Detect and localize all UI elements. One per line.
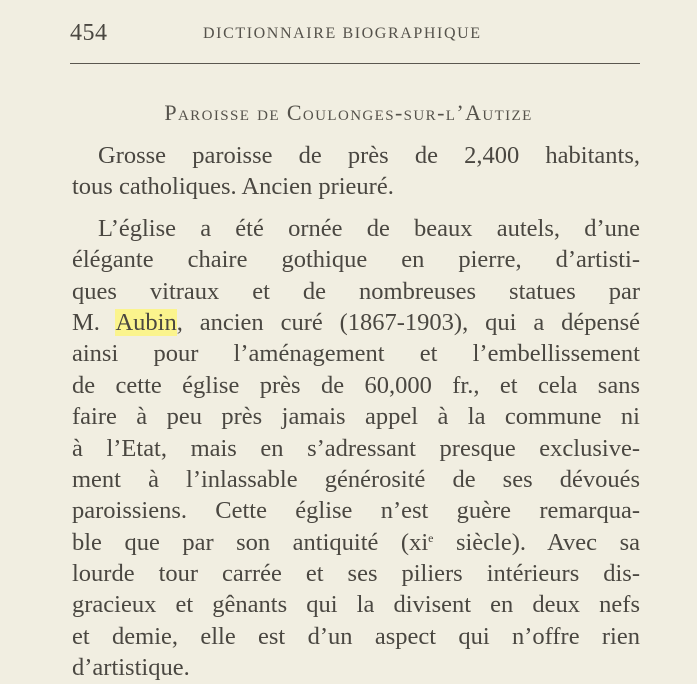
section-title: Paroisse de Coulonges-sur-l’Autize xyxy=(164,100,533,125)
text-line: gracieux et gênants qui la divisent en deux nefs xyxy=(72,591,640,619)
paragraph-1 xyxy=(72,140,640,203)
paragraph-2 xyxy=(72,213,640,684)
text-line: faire à peu près jamais appel à la commune ni xyxy=(72,403,640,431)
line-segment: , ancien curé (1867-1903), qui a dépensé xyxy=(176,308,640,336)
line-segment: siècle). Avec sa xyxy=(433,528,640,556)
page-number: 454 xyxy=(70,20,108,46)
text-line: de cette église près de 60,000 fr., et cela sans xyxy=(72,371,640,399)
text-line: et demie, elle est d’un aspect qui n’offre rien xyxy=(72,622,640,650)
text-line: paroissiens. Cette église n’est guère remarqua- xyxy=(72,497,640,525)
text-line: Grosse paroisse de près de 2,400 habitants, xyxy=(98,142,640,169)
line-segment: M. xyxy=(72,308,100,336)
text-line: élégante chaire gothique en pierre, d’artisti- xyxy=(72,246,640,274)
line-segment: ble que par son antiquité (xi xyxy=(72,528,429,556)
page-header xyxy=(70,20,640,50)
text-line: ainsi pour l’aménagement et l’embellissement xyxy=(72,340,640,368)
text-line: à l’Etat, mais en s’adressant presque exclusive- xyxy=(72,434,640,462)
header-rule xyxy=(70,63,640,64)
text-line: ques vitraux et de nombreuses statues par xyxy=(72,277,640,305)
text-line: ment à l’inlassable générosité de ses dévoués xyxy=(72,465,640,493)
paragraph-gap xyxy=(72,203,640,213)
running-head: DICTIONNAIRE BIOGRAPHIQUE xyxy=(203,25,482,42)
highlighted-name[interactable]: Aubin xyxy=(115,308,177,336)
body-text xyxy=(72,140,640,684)
text-line: L’église a été ornée de beaux autels, d’une xyxy=(98,214,640,242)
text-line: d’artistique. xyxy=(72,654,190,682)
text-line xyxy=(72,527,640,558)
superscript: e xyxy=(428,530,434,545)
text-line: lourde tour carrée et ses piliers intérieurs dis- xyxy=(72,560,640,588)
text-line: tous catholiques. Ancien prieuré. xyxy=(72,173,394,201)
text-line xyxy=(72,307,640,338)
